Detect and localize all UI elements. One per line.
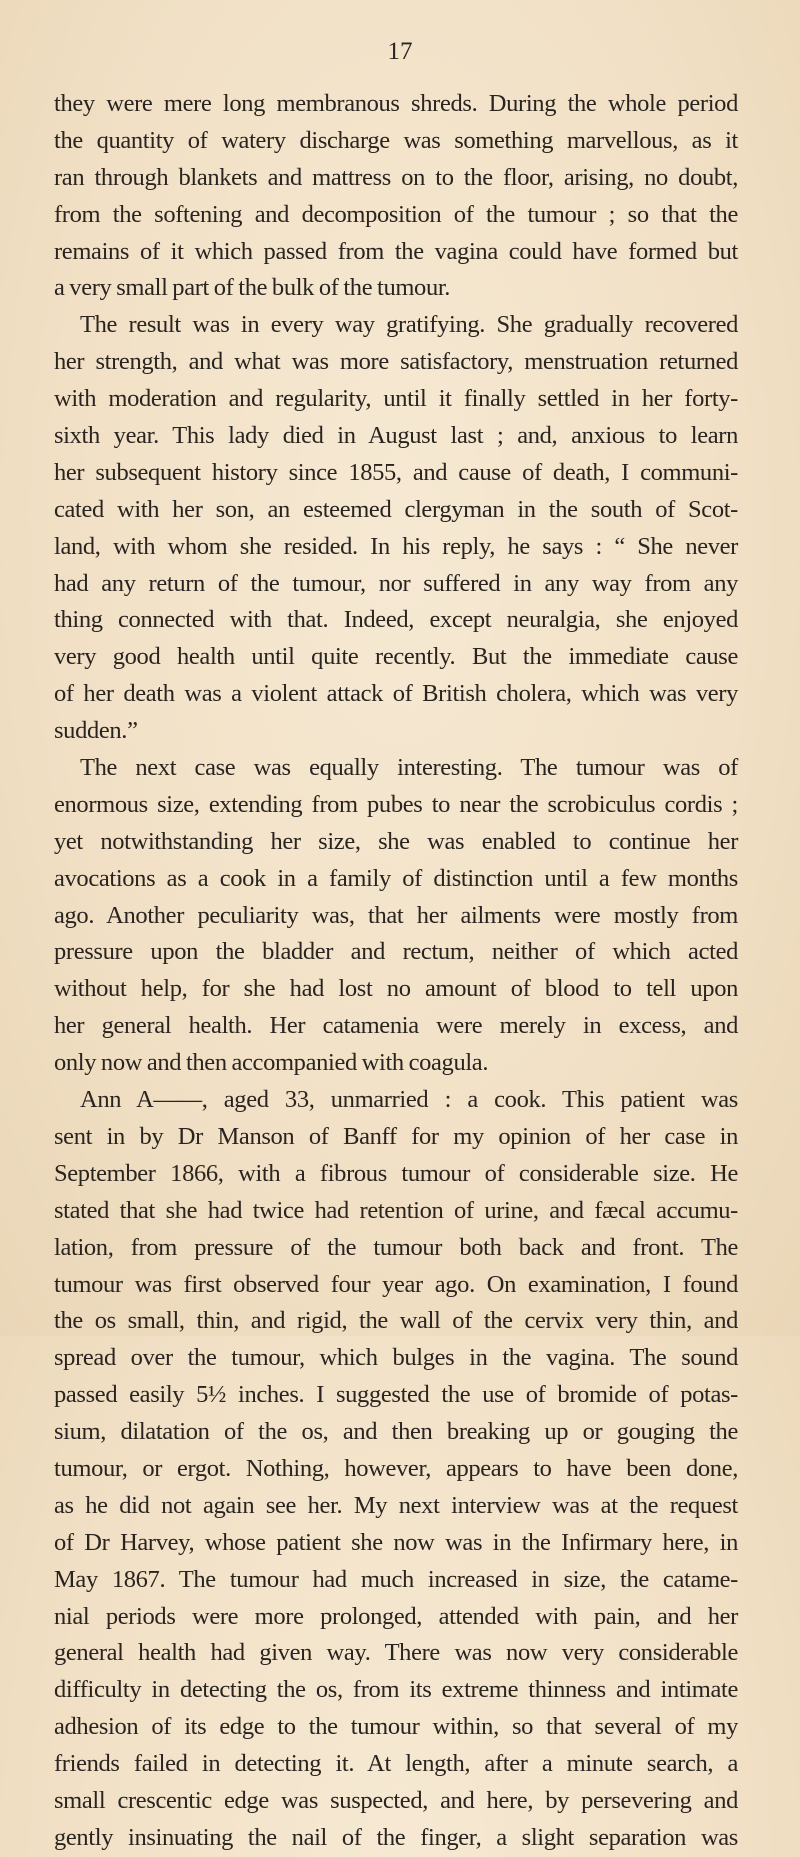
text-line: nial periods were more prolonged, attended with pain, and her (54, 1602, 738, 1630)
text-line: without help, for she had lost no amount of blood to tell upon (54, 975, 738, 1003)
text-line: ran through blankets and mattress on to the floor, arising, no doubt, (54, 163, 738, 191)
text-line: had any return of the tumour, nor suffered in any way from any (54, 569, 738, 597)
text-line: with moderation and regularity, until it finally settled in her forty- (54, 385, 738, 413)
text-line: remains of it which passed from the vagina could have formed but (54, 237, 738, 265)
text-line: spread over the tumour, which bulges in the vagina. The sound (54, 1344, 738, 1372)
text-line: gently insinuating the nail of the finger, a slight separation was (54, 1823, 738, 1851)
text-line: avocations as a cook in a family of distinction until a few months (54, 864, 738, 892)
text-line: May 1867. The tumour had much increased in size, the catame- (54, 1565, 738, 1593)
text-line: yet notwithstanding her size, she was enabled to continue her (54, 827, 738, 855)
text-line: enormous size, extending from pubes to near the scrobiculus cordis ; (54, 790, 738, 818)
text-line: passed easily 5½ inches. I suggested the use of bromide of potas- (54, 1381, 738, 1409)
text-line: the os small, thin, and rigid, the wall of the cervix very thin, and (54, 1307, 738, 1335)
text-line: only now and then accompanied with coagula. (54, 1049, 489, 1077)
text-line: sium, dilatation of the os, and then breaking up or gouging the (54, 1418, 738, 1446)
text-line: they were mere long membranous shreds. During the whole period (54, 90, 738, 117)
text-line: friends failed in detecting it. At length, after a minute search, a (54, 1750, 738, 1778)
text-line: stated that she had twice had retention of urine, and fæcal accumu- (54, 1196, 738, 1224)
paragraph-first-line: Ann A——, aged 33, unmarried : a cook. This patient was (80, 1086, 738, 1114)
text-line: small crescentic edge was suspected, and here, by persevering and (54, 1786, 738, 1814)
text-line: sent in by Dr Manson of Banff for my opinion of her case in (54, 1122, 738, 1150)
page-number: 17 (387, 38, 413, 65)
text-line: difficulty in detecting the os, from its extreme thinness and intimate (54, 1676, 738, 1704)
text-line: sudden.” (54, 717, 138, 745)
text-line: her strength, and what was more satisfactory, menstruation returned (54, 348, 738, 376)
text-line: a very small part of the bulk of the tumour. (54, 274, 451, 302)
text-line: her general health. Her catamenia were merely in excess, and (54, 1012, 738, 1040)
text-line: thing connected with that. Indeed, except neuralgia, she enjoyed (54, 606, 738, 634)
text-line: her subsequent history since 1855, and cause of death, I communi- (54, 458, 738, 486)
text-line: tumour was first observed four year ago. On examination, I found (54, 1270, 738, 1298)
text-line: of her death was a violent attack of British cholera, which was very (54, 680, 738, 708)
text-line: September 1866, with a fibrous tumour of considerable size. He (54, 1159, 738, 1187)
text-line: land, with whom she resided. In his reply, he says : “ She never (54, 532, 738, 560)
paragraph-first-line: The result was in every way gratifying. She gradually recovered (80, 311, 738, 339)
text-line: tumour, or ergot. Nothing, however, appears to have been done, (54, 1454, 738, 1482)
text-line: adhesion of its edge to the tumour within, so that several of my (54, 1713, 738, 1741)
text-line: general health had given way. There was now very considerable (54, 1639, 738, 1667)
text-line: as he did not again see her. My next interview was at the request (54, 1491, 738, 1519)
text-line: from the softening and decomposition of the tumour ; so that the (54, 200, 738, 228)
text-line: sixth year. This lady died in August last ; and, anxious to learn (54, 422, 738, 450)
text-line: cated with her son, an esteemed clergyman in the south of Scot- (54, 495, 738, 523)
text-line: very good health until quite recently. But the immediate cause (54, 643, 738, 671)
text-line: lation, from pressure of the tumour both back and front. The (54, 1233, 738, 1261)
body-text (54, 86, 738, 1857)
text-line: pressure upon the bladder and rectum, neither of which acted (54, 938, 738, 966)
text-line: ago. Another peculiarity was, that her ailments were mostly from (54, 901, 738, 929)
paragraph-first-line: The next case was equally interesting. The tumour was of (80, 754, 738, 782)
text-line: the quantity of watery discharge was something marvellous, as it (54, 126, 738, 154)
text-line: of Dr Harvey, whose patient she now was in the Infirmary here, in (54, 1528, 738, 1556)
